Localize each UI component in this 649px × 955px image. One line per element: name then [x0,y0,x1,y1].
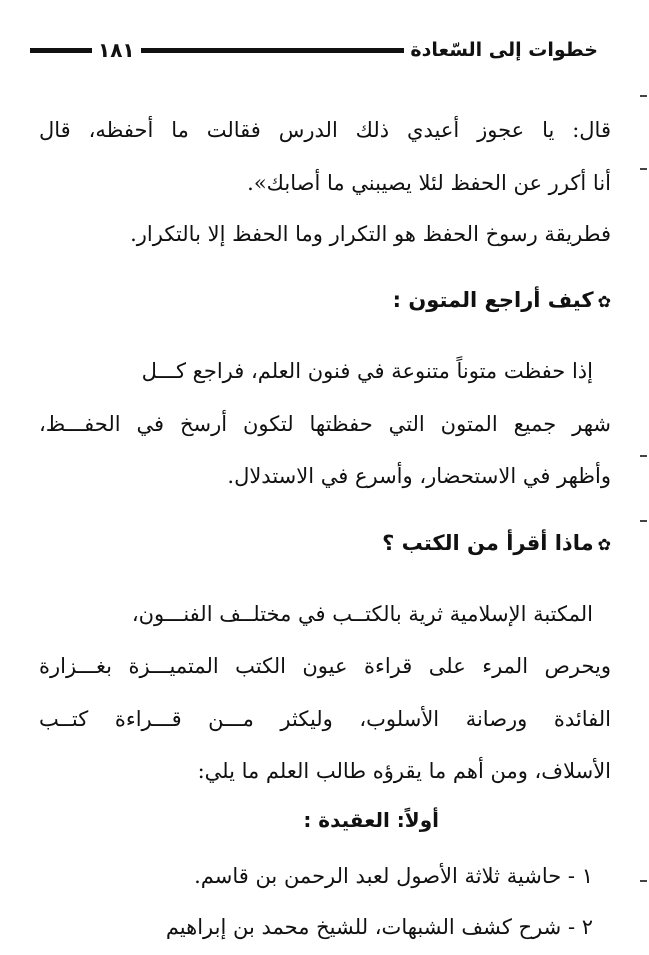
paragraph-line: إذا حفظت متوناً متنوعة في فنون العلم، فراجع كـــل [141,359,593,383]
paragraph-line: أنا أكرر عن الحفظ لئلا يصيبني ما أصابك». [247,171,611,195]
header-rule-short [30,48,92,53]
scan-mark [640,520,647,522]
book-title: خطوات إلى السّعادة [410,39,598,61]
paragraph-line: الفائدة ورصانة الأسلوب، وليكثر مـــن قـــراءة كتــب [39,707,611,731]
subsection-heading: أولاً: العقيدة : [303,808,439,832]
flower-icon: ✿ [597,292,611,311]
scan-mark [640,880,647,882]
paragraph-line: وأظهر في الاستحضار، وأسرع في الاستدلال. [227,464,611,488]
list-item: ٢ - شرح كشف الشبهات، للشيخ محمد بن إبراهيم [165,915,593,939]
section-heading: ✿ماذا أقرأ من الكتب ؟ [382,531,611,555]
paragraph-line: شهر جميع المتون التي حفظتها لتكون أرسخ في الحفـــظ، [39,412,611,436]
paragraph-line: قال: يا عجوز أعيدي ذلك الدرس فقالت ما أحفظه، قال [39,118,611,142]
page-number: ١٨١ [98,38,135,62]
flower-icon: ✿ [597,535,611,554]
section-heading: ✿كيف أراجع المتون : [392,288,611,312]
scan-mark [640,455,647,457]
list-item: ١ - حاشية ثلاثة الأصول لعبد الرحمن بن قاسم. [194,864,593,888]
paragraph-line: ويحرص المرء على قراءة عيون الكتب المتميـــزة بغـــزارة [39,654,611,678]
paragraph-line: المكتبة الإسلامية ثرية بالكتــب في مختلــف الفنـــون، [131,602,593,626]
header-rule-long [141,48,405,53]
paragraph-line: الأسلاف، ومن أهم ما يقرؤه طالب العلم ما يلي: [197,759,611,783]
scan-mark [640,168,647,170]
paragraph-line: فطريقة رسوخ الحفظ هو التكرار وما الحفظ إلا بالتكرار. [130,222,611,246]
running-header [30,30,598,70]
scan-mark [640,95,647,97]
